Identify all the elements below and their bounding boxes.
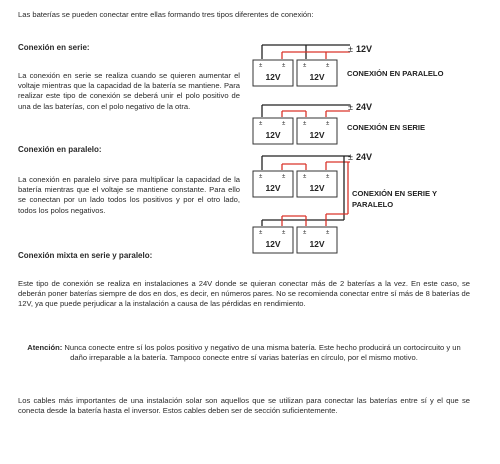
paralelo-body: La conexión en paralelo sirve para multiplicar la capacidad de la batería mientras que el voltaje se mantiene constante. Para ello se conectan por un lado todos los positivos y por el otro lado, todos los polos negativos. xyxy=(18,175,240,215)
serie-battery-1-terminal-pos: ± xyxy=(282,121,286,127)
diagram-paralelo xyxy=(253,44,444,86)
serie-body: La conexión en serie se realiza cuando se quieren aumentar el voltaje mientras que la capacidad de la batería se mantiene. Para realizar este tipo de conexión se deberá unir el polo positivo de una de las baterías, con el polo negativo de la otra. xyxy=(18,71,240,111)
mixta-caption-line1: CONEXIÓN EN SERIE Y xyxy=(352,189,438,198)
mixta-battery-bottom-2-label: 12V xyxy=(309,239,325,249)
paralelo-battery-2-terminal-pos: ± xyxy=(326,63,330,69)
serie-battery-2-terminal-pos: ± xyxy=(326,121,330,127)
serie-heading: Conexión en serie: xyxy=(18,43,90,52)
mixta-bottom-2-terminal-neg: ± xyxy=(303,230,307,236)
mixta-bottom-1-terminal-pos: ± xyxy=(282,230,286,236)
atencion-label: Atención: xyxy=(27,343,63,352)
mixta-caption-line2: PARALELO xyxy=(352,200,394,209)
paralelo-battery-2-terminal-neg: ± xyxy=(303,63,307,69)
serie-voltage: 24V xyxy=(356,102,373,112)
mixta-voltage: 24V xyxy=(356,152,373,162)
serie-battery-1-label: 12V xyxy=(265,130,281,140)
serie-output-terminal: ± xyxy=(348,102,353,112)
diagram-mixta xyxy=(253,152,437,253)
mixta-bottom-1-terminal-neg: ± xyxy=(259,230,263,236)
mixta-top-1-terminal-neg: ± xyxy=(259,174,263,180)
serie-battery-2-terminal-neg: ± xyxy=(303,121,307,127)
cables-text: Los cables más importantes de una instalación solar son aquellos que se utilizan para conectar las baterías entre sí y el que se conecta desde la batería hasta el inversor. Estos cables deben ser de sección suficientemente. xyxy=(18,396,470,416)
mixta-battery-top-1-label: 12V xyxy=(265,183,281,193)
paralelo-caption: CONEXIÓN EN PARALELO xyxy=(347,69,444,78)
paralelo-battery-1-terminal-pos: ± xyxy=(282,63,286,69)
mixta-top-2-terminal-pos: ± xyxy=(326,174,330,180)
mixta-battery-bottom-1-label: 12V xyxy=(265,239,281,249)
mixta-battery-top-2-label: 12V xyxy=(309,183,325,193)
paralelo-heading: Conexión en paralelo: xyxy=(18,145,102,154)
paralelo-output-terminal: ± xyxy=(348,44,353,54)
paralelo-battery-1-label: 12V xyxy=(265,72,281,82)
mixta-heading: Conexión mixta en serie y paralelo: xyxy=(18,251,153,260)
serie-battery-1-terminal-neg: ± xyxy=(259,121,263,127)
mixta-top-1-terminal-pos: ± xyxy=(282,174,286,180)
serie-battery-2-label: 12V xyxy=(309,130,325,140)
mixta-bottom-2-terminal-pos: ± xyxy=(326,230,330,236)
paralelo-voltage: 12V xyxy=(356,44,373,54)
mixta-top-2-terminal-neg: ± xyxy=(303,174,307,180)
paralelo-battery-2-label: 12V xyxy=(309,72,325,82)
intro-text: Las baterías se pueden conectar entre ellas formando tres tipos diferentes de conexión: xyxy=(18,10,314,19)
serie-caption: CONEXIÓN EN SERIE xyxy=(347,123,426,132)
diagram-serie xyxy=(253,102,425,144)
paralelo-battery-1-terminal-neg: ± xyxy=(259,63,263,69)
mixta-output-terminal: ± xyxy=(348,152,353,162)
atencion-body: Nunca conecte entre sí los polos positivo y negativo de una misma batería. Este hecho producirá un cortocircuito y un daño irreparable a la batería. Tampoco conecte entre sí varias baterías en círculo, por el mismo motivo. xyxy=(62,343,461,363)
mixta-body: Este tipo de conexión se realiza en instalaciones a 24V donde se quieran conectar más de 2 baterías a la vez. En este caso, se deberán poner baterías siempre de dos en dos, es decir, en números pares. No se recomienda conectar entre sí más de 8 baterías de 12V, ya que puede perjudicar a la instalación a causa de las pérdidas en rendimiento. xyxy=(18,279,470,309)
